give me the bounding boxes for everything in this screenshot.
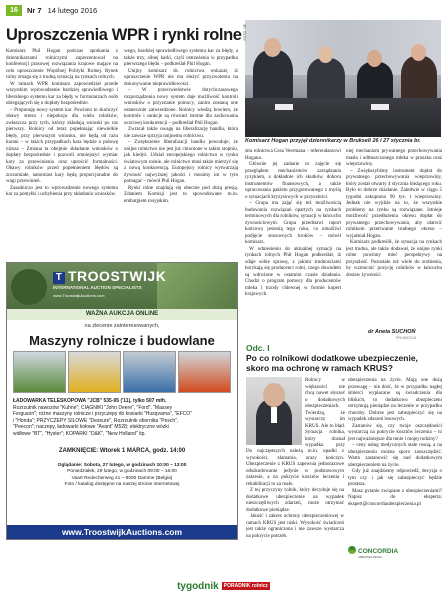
issue-date: 14 lutego 2016 [47, 5, 98, 15]
footer-badge: PORADNIK rolnicz [223, 583, 268, 589]
article-photo [245, 20, 441, 137]
issue-number: Nr 7 [27, 5, 42, 15]
ad-info-line: Vaart Redecherweg 41 – 8000 Damme (Belgia) [71, 475, 173, 481]
footer-brand: tygodnik [177, 580, 219, 592]
article-column-2 [124, 48, 238, 258]
article-paragraph: – Proponuję nowy system kar. Powinno to skończyć obawy stresu i niepokoju dla wielu rolników, zwłaszcza przy tych, którzy składają wnioski po raz pierwszy. Rolnicy od teraz popełniając niewielkie błędy, przy pierwszym wniosku, nie będą od razu karani – w takich przypadkach kara będzie o połowę niższa – Zmiana ta obejmie składanie wniosków o dopłaty bezpośrednie i pozwoli zmniejszyć wymiar kary za przewinienia oraz uprościć formalności. Obawy rolników przed popełnieniem błędów są zrozumiałe, natomiast kary będą proporcjonalne do wagi przewinień. [6, 106, 118, 184]
ad-closing-date: ZAMKNIĘCIE: Wtorek 1 MARCA, godz. 14:00 [58, 448, 186, 454]
article-paragraph: – Grupa ma zająć się też możliwością budowania rozwiązań opartych na rynkach terminowych dla rolników, sytuacji w łańcuchu żywnościowym. Grupa przedstawi raport końcowy jesienią tego roku, co umożliwi podjęcie stosownych kroków – mówił komisarz. [245, 200, 341, 245]
ad-banner [7, 263, 237, 309]
ad-brand-logo: T TROOSTWIJK [53, 268, 166, 284]
promo-paragraph: Zastanów się, czy twoje oszczędności wystarczą na pokrycie kosztów leczenia – to jest najważniejsze dla mnie i mojej rodziny? [348, 422, 442, 442]
photo-credit: FOTO: UE [243, 24, 247, 41]
article-paragraph: Zasadniczo jest to wprowadzenie nowego systemu kar za pomyłki i uchybienia przy składaniu wniosków. [6, 184, 118, 197]
photo-caption: Komisarz Hogan przyjął dziennikarzy w Brukseli 26 i 27 stycznia br. [245, 138, 421, 144]
article-paragraph: Komisarz Phil Hogan podczas spotkania z dziennikarzami rolniczymi zaprezentował na konferencji prasowej rozwiązania krajowe mające na celu uproszczenie Wspólnej Polityki Rolnej. Rynek rolny zmaga się z trudną sytuacją na rynkach rolnych. [6, 48, 118, 80]
promo-column-2 [348, 377, 442, 544]
ad-photo-tractor [13, 351, 66, 393]
promo-paragraph: ubezpieczenia na życie. Mają one dużą przewagę – nie dość, że w przypadku nagłej śmierci wypłacane są świadczenia dla bliskich, to dodatkowo ubezpieczeni otrzymują pieniądze na leczenie w przypadku choroby. Dobrze jest zabezpieczyć się na wypadek zdarzeń losowych. [348, 377, 442, 422]
ad-photo-excavator [178, 351, 231, 393]
promo-paragraph: Rolnicy w większości nie chcą nawet słyszeć o dodatkowych ubezpieczeniach. Twierdzą, że wystarczy im KRUS. Ale to błąd. Sytuacja rolnika, który doznał wypadku przy [305, 377, 345, 447]
auction-advertisement[interactable] [6, 262, 238, 540]
promo-column-1b [246, 448, 344, 574]
article-paragraph: W odniesieniu do aktualnej sytuacji na rynkach rolnych Phil Hogan podkreślał, iż zdaje sobie sprawę, z jakimi trudnościami borykają się producenci rolni, czego dowodem są wdrożone w ostatnim czasie działania. Chodzi o program pomocy dla producentów mleka i trzody chlewnej w formie kopert krajowych. [245, 245, 341, 297]
article-paragraph: Komisarz podkreślił, że sytuacja na rynkach jest trudna, ale także dodawał, że unijne rynki rolne powinny mieć perspektywy na przyszłość. Pozostało też wiele do zrobienia, by wzmocnić pozycję rolników w łańcuchu dostaw żywności. [346, 239, 442, 278]
article-paragraph: W ramach WPR komisarz zapowiedział przede wszystkim wprowadzenie bardziej sprawiedliwego i liberalnego systemu kar za błędy w formularzach osób ubiegających się o dopłaty bezpośrednie. [6, 80, 118, 106]
article-column-3 [245, 148, 341, 334]
ad-info-line: Oglądanie: Sobota, 27 lutego, w godzinach 10:00 – 13:00 [57, 463, 187, 468]
ad-lot-line: Ferguson"; różne maszyny rolnicze i przyczepy do kosiarki "Husqvarna", "EFCO" [13, 411, 192, 418]
ad-lot-line: widłowe "BT", "Hyster"; KOPARKI "O&K", "New Holland" itp. [13, 430, 146, 437]
ad-photo-loader [68, 351, 121, 393]
ad-lot-line: "Peecon"; naczepy, ładowarki kołowe "Avant" M528; elektryczne wózki [13, 424, 169, 431]
article-paragraph: – W przeciwieństwie dotychczasowego rozporządzenia nowy system daje możliwość kontroli wniosków o przyznanie pomocy, zanim zostaną one ostatecznie zatwierdzone. Rolnicy wiedzą bowiem, że kontrole i sankcje są również istotne dla zachowania uczciwej konkurencji – podkreślał Phil Hogan. [124, 87, 238, 126]
article-paragraph: Głównie jej zadanie to zajęcie się przeglądem mechanizmów zarządzania ryzykiem, a dokładnie ich skutków, doboru instrumentów finansowych, a także opracowania pakietu przygotowanego z myślą o sytuacjach kryzysowych w przyszłości. [245, 161, 341, 200]
article-paragraph: – Zwiększyliśmy instrument dopłat do prywatnego przechowywania wieprzowiny, który został otwarty 4 stycznia bieżącego roku. Było to dobrze działanie. Zaledwie w ciągu 5 tygodni zakupiono 90 tys. t wieprzowiny. Jednak nie wyjdzie na to, że wszystkie problemy na rynku są rozwiązane. Istnieje możliwość przedłużenia okresu dopłat do prywatnego przechowywania, aby ułatwić rolnikom przetrwanie trudnego okresu – wyjaśniał Hogan. [346, 167, 442, 239]
promo-paragraph: Z tej przyczyny rolnik, który decyduje się na dodatkowe ubezpieczenie na wypadek nieszczęśliwych zdarzeń, może otrzymać dodatkowe pieniądze. [246, 487, 344, 513]
page-number: 16 [6, 5, 22, 16]
concordia-logo: CONCORDIA UBEZPIECZENIA [348, 546, 398, 559]
troostwijk-logo-icon: T [53, 272, 65, 284]
article-paragraph: wego, bardziej sprawiedliwego systemu kar za błędy, a także trzy, silnej karki, czyli ostrzeżenia w przypadku pierwszego błędu – podkreślał Phil Hogan. [124, 48, 238, 67]
article-headline: Uproszczenia WPR i rynki rolne [6, 26, 242, 44]
article-column-1 [6, 48, 118, 258]
promo-column-1a [305, 377, 345, 447]
article-paragraph: Unijny komisarz ds. rolnictwa wskazał, iż uproszczenie WPR nie ma służyć przyzwoleniu na dokonywanie nieprawidłowości. [124, 67, 238, 87]
ad-intro: na zlecenie zainteresowanych, [84, 323, 160, 329]
article-paragraph: stra rolnictwa Cesa Veermana – referendarzowi Hogana. [245, 148, 341, 161]
author-signature: dr Aneta SUCHOŃ [368, 329, 416, 335]
article-paragraph: Zwracał także uwagę na liberalizację handlu, która nie zawsze sprzyja unijnemu rolnictwu. [124, 126, 238, 139]
ad-notice: WAŻNA AUKCJA ONLINE [7, 309, 237, 320]
ad-small-url[interactable]: www.TroostwijkAuctions.com [53, 293, 105, 298]
promo-tag: PROMOCJA [396, 336, 417, 340]
ad-viewing-info [13, 463, 231, 489]
page-header [6, 3, 441, 17]
ad-website-link[interactable]: www.TroostwijkAuctions.com [7, 525, 237, 539]
article-paragraph: – Zwiększenie liberalizacji handlu powoduje, że unijne rolnictwo nie jest już chronione w takim stopniu, jak kiedyś. Udział europejskiego rolnictwa w rynku światowym rośnie, ale rolnictwo musi także mierzyć się z nową konkurencją. Europejscy rolnicy wytwarzają żywność najwyższej jakości i musimy im w tym pomagać – mówił Phil Hogan. [124, 139, 238, 184]
ad-title: Maszyny rolnicze i budowlane [29, 333, 215, 348]
promo-paragraph: Masz pytanie związane z ubezpieczeniami? Napisz do eksperta: ekspert@concordiaubezpieczenia.pl [348, 487, 442, 507]
ad-tagline: INTERNATIONAL AUCTION SPECIALISTS [53, 285, 142, 290]
promo-episode-label: Odc. I [246, 343, 270, 353]
promo-paragraph: Gdy już znajdziemy odpowiedź, decyzja o tym czy i jak się zabezpieczyć będzie prostsza. [348, 468, 442, 487]
ad-info-line: Foto / katalog dostępne na naszej stronie internetowej [64, 482, 180, 488]
ad-photo-machine [123, 351, 176, 393]
promo-paragraph: Jakość i zakres ochrony ubezpieczeniowej w ramach KRUS jest niski. Wysokość świadczeń jest także ograniczona i nie zawsze wystarcza na pokrycie potrzeb. [246, 513, 344, 539]
article-paragraph: Rynki rolne znajdują się obecnie pod dużą presją. Zdaniem Komisji jest to spowodowane m.in. embargiem rosyjskim. [124, 184, 238, 204]
promo-paragraph: Do najczęstszych należą m.in. upadki z wysokości, złamania, urazy kończyn. Ubezpieczenie z KRUS zapewnia jednorazowe odszkodowanie jedynie w podstawowym zakresie, a na pokrycie kosztów leczenia i rehabilitacji to za mało. [246, 448, 344, 487]
page-footer [0, 578, 447, 594]
ad-info-line: Poniedziałek, 29 lutego, w godzinach 09:00 – 16:00 [67, 469, 177, 475]
promo-author-photo [246, 377, 302, 445]
promo-headline: Po co rolnikowi dodatkowe ubezpieczenie, skoro ma ochronę w ramach KRUS? [246, 353, 418, 373]
promo-article-title [246, 343, 442, 373]
article-column-4 [346, 148, 442, 328]
concordia-swirl-icon [348, 546, 356, 554]
ad-lot-line: ŁADOWARKA TELESKOPOWA "JCB" 535-95 ('11), tylko 507 mth. [13, 398, 167, 404]
ad-lot-line: i "Honda"; PRZYCZEPY SILOWE "Dezeure", Rozrzutnik obornika "Pesch", [13, 417, 179, 424]
ad-photo-strip [13, 351, 231, 393]
article-paragraph: niej mechanizm prywatnego przechowywania masła i odtłuszczonego mleka w proszku oraz wieprzowiny. [346, 148, 442, 167]
promo-paragraph: – ceny usług medycznych stale rosną, a na ubezpieczeniu można sporo zaoszczędzić. Warto zastanowić się nad dodatkowym ubezpieczeniem na życie. [348, 442, 442, 468]
ad-lot-line: Rozrzutnik nawozów "Kuhne"; CIĄGNIKI "John Deere", "Ford", "Massey [13, 404, 173, 411]
ad-lot-list [13, 398, 231, 438]
